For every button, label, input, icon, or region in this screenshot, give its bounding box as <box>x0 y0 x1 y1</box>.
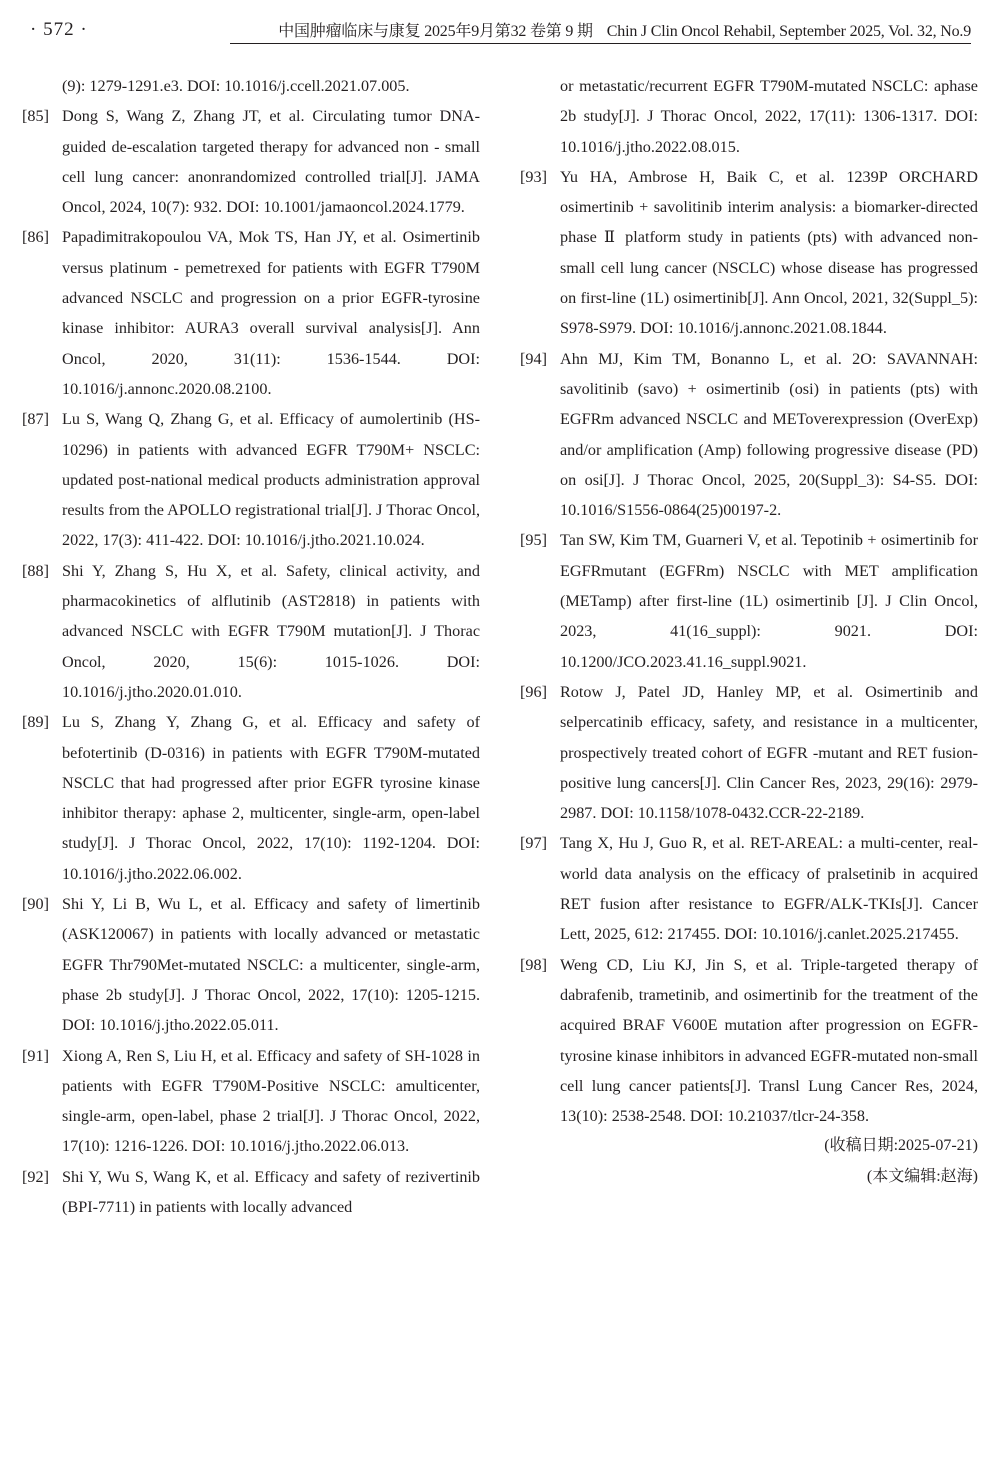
page-header <box>0 0 1000 50</box>
reference-text: Shi Y, Zhang S, Hu X, et al. Safety, clinical activity, and pharmacokinetics of alflutinib (AST2818) in patients with advanced NSCLC with EGFR T790M mutation[J]. J Thorac Oncol, 2020, 15(6): 1015-1026. DOI: 10.1016/j.jtho.2020.01.010. <box>62 561 480 701</box>
reference-text: Tang X, Hu J, Guo R, et al. RET-AREAL: a multi-center, real-world data analysis on the efficacy of pralsetinib in acquired RET fusion after resistance to EGFR/ALK-TKIs[J]. Cancer Lett, 2025, 612: 217455. DOI: 10.1016/j.canlet.2025.217455. <box>560 834 978 944</box>
reference-item <box>22 222 480 404</box>
reference-number: [88] <box>22 561 49 580</box>
running-head <box>230 18 971 44</box>
reference-item <box>520 525 978 676</box>
received-date: (收稿日期:2025-07-21) <box>824 1137 978 1155</box>
journal-title-en: Chin J Clin Oncol Rehabil, September 2025, Vol. 32, No.9 <box>606 23 971 40</box>
reference-text: Yu HA, Ambrose H, Baik C, et al. 1239P ORCHARD osimertinib + savolitinib interim analysis: a biomarker-directed phase Ⅱ platform study in patients (pts) with advanced non-small cell lung cancer (NSCLC) whose disease has progressed on first-line (1L) osimertinib[J]. Ann Oncol, 2021, 32(Suppl_5): S978-S979. DOI: 10.1016/j.annonc.2021.08.1844. <box>560 167 978 338</box>
reference-text: Xiong A, Ren S, Liu H, et al. Efficacy and safety of SH-1028 in patients with EGFR T790M-Positive NSCLC: amulticenter, single-arm, open-label, phase 2 trial[J]. J Thorac Oncol, 2022, 17(10): 1216-1226. DOI: 10.1016/j.jtho.2022.06.013. <box>62 1046 480 1156</box>
reference-text: Shi Y, Wu S, Wang K, et al. Efficacy and safety of rezivertinib (BPI-7711) in patients with locally advanced <box>62 1167 480 1216</box>
reference-text: Papadimitrakopoulou VA, Mok TS, Han JY, et al. Osimertinib versus platinum - pemetrexed for patients with EGFR T790M advanced NSCLC and progression on a prior EGFR-tyrosine kinase inhibitor: AURA3 overall survival analysis[J]. Ann Oncol, 2020, 31(11): 1536-1544. DOI: 10.1016/j.annonc.2020.08.2100. <box>62 228 480 398</box>
reference-item <box>520 677 978 828</box>
page-number: · 572 · <box>30 19 88 40</box>
reference-number: [86] <box>22 228 49 247</box>
reference-item <box>22 101 480 222</box>
reference-item <box>520 162 978 344</box>
editor-note: (本文编辑:赵海) <box>866 1167 978 1185</box>
reference-number: [87] <box>22 410 49 429</box>
reference-item <box>520 950 978 1132</box>
reference-number: [89] <box>22 713 49 732</box>
reference-number: [96] <box>520 682 547 701</box>
reference-text: Lu S, Wang Q, Zhang G, et al. Efficacy of aumolertinib (HS-10296) in patients with advanced EGFR T790M+ NSCLC: updated post-national medical products administration approval results from the APOLLO registrational trial[J]. J Thorac Oncol, 2022, 17(3): 411-422. DOI: 10.1016/j.jtho.2021.10.024. <box>62 410 480 550</box>
reference-number: [92] <box>22 1167 49 1186</box>
left-column <box>22 71 480 1222</box>
reference-number: [93] <box>520 167 547 186</box>
reference-number: [97] <box>520 834 547 853</box>
reference-number: [95] <box>520 531 547 550</box>
reference-text: Dong S, Wang Z, Zhang JT, et al. Circulating tumor DNA-guided de-escalation targeted therapy for advanced non - small cell lung cancer: anonrandomized controlled trial[J]. JAMA Oncol, 2024, 10(7): 932. DOI: 10.1001/jamaoncol.2024.1779. <box>62 107 480 217</box>
reference-item <box>22 404 480 555</box>
reference-item <box>22 1041 480 1162</box>
reference-continuation: (9): 1279-1291.e3. DOI: 10.1016/j.ccell.2021.07.005. <box>62 77 410 95</box>
reference-text: Weng CD, Liu KJ, Jin S, et al. Triple-targeted therapy of dabrafenib, trametinib, and osimertinib for the treatment of the acquired BRAF V600E mutation after progression on EGFR-tyrosine kinase inhibitors in advanced EGFR-mutated non-small cell lung cancer patients[J]. Transl Lung Cancer Res, 2024, 13(10): 2538-2548. DOI: 10.21037/tlcr-24-358. <box>560 955 978 1126</box>
reference-text: Ahn MJ, Kim TM, Bonanno L, et al. 2O: SAVANNAH: savolitinib (savo) + osimertinib (osi) in patients (pts) with EGFRm advanced NSCLC and METoverexpression (OverExp) and/or amplification (Amp) following progressive disease (PD) on osi[J]. J Thorac Oncol, 2025, 20(Suppl_3): S4-S5. DOI: 10.1016/S1556-0864(25)00197-2. <box>560 349 978 520</box>
reference-number: [85] <box>22 107 49 126</box>
reference-continuation: or metastatic/recurrent EGFR T790M-mutated NSCLC: aphase 2b study[J]. J Thorac Oncol, 2022, 17(11): 1306-1317. DOI: 10.1016/j.jtho.2022.08.015. <box>560 77 978 156</box>
reference-text: Shi Y, Li B, Wu L, et al. Efficacy and safety of limertinib (ASK120067) in patients with locally advanced or metastatic EGFR Thr790Met-mutated NSCLC: a multicenter, single-arm, phase 2b study[J]. J Thorac Oncol, 2022, 17(10): 1205-1215. DOI: 10.1016/j.jtho.2022.05.011. <box>62 895 480 1035</box>
journal-title-cn: 中国肿瘤临床与康复 2025年9月第32 卷第 9 期 <box>278 23 593 40</box>
reference-text: Rotow J, Patel JD, Hanley MP, et al. Osimertinib and selpercatinib efficacy, safety, and resistance in a multicenter, prospectively treated cohort of EGFR -mutant and RET fusion-positive lung cancers[J]. Clin Cancer Res, 2023, 29(16): 2979-2987. DOI: 10.1158/1078-0432.CCR-22-2189. <box>560 682 978 823</box>
reference-item <box>520 828 978 949</box>
right-column <box>520 71 978 1192</box>
reference-number: [90] <box>22 895 49 914</box>
reference-item <box>520 344 978 526</box>
reference-text: Lu S, Zhang Y, Zhang G, et al. Efficacy and safety of befotertinib (D-0316) in patients with EGFR T790M-mutated NSCLC that had progressed after prior EGFR tyrosine kinase inhibitor therapy: aphase 2, multicenter, single-arm, open-label study[J]. J Thorac Oncol, 2022, 17(10): 1192-1204. DOI: 10.1016/j.jtho.2022.06.002. <box>62 713 480 883</box>
reference-item <box>22 556 480 707</box>
reference-item <box>22 889 480 1040</box>
reference-number: [98] <box>520 955 547 974</box>
reference-item <box>22 1162 480 1223</box>
reference-number: [91] <box>22 1046 49 1065</box>
reference-text: Tan SW, Kim TM, Guarneri V, et al. Tepotinib + osimertinib for EGFRmutant (EGFRm) NSCLC with MET amplification (METamp) after first-line (1L) osimertinib [J]. J Clin Oncol, 2023, 41(16_suppl): 9021. DOI: 10.1200/JCO.2023.41.16_suppl.9021. <box>560 531 978 671</box>
reference-number: [94] <box>520 349 547 368</box>
reference-item <box>22 707 480 889</box>
